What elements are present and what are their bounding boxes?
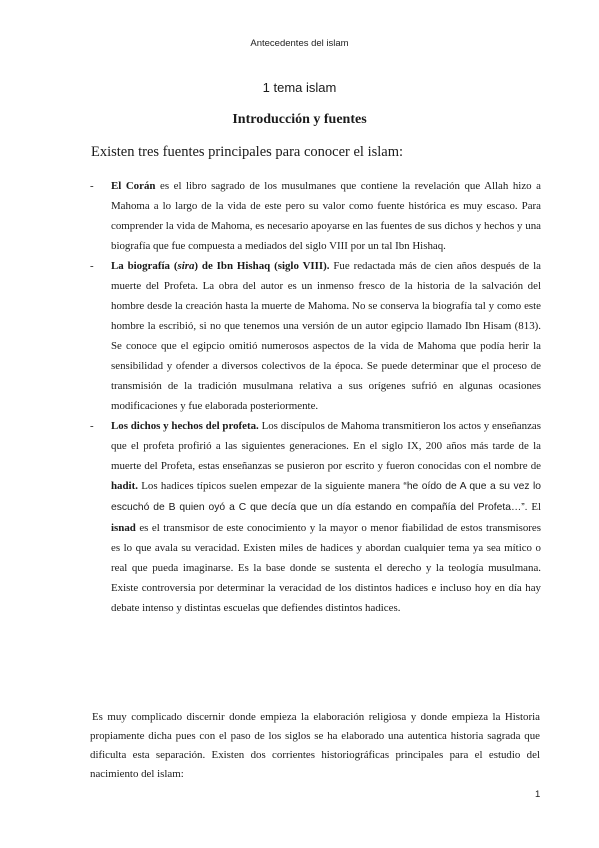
- list-item-dichos: [90, 416, 541, 618]
- list-item-coran: [90, 176, 541, 256]
- item-heading: La biografía (sira) de Ibn Hishaq (siglo VIII).: [111, 260, 330, 272]
- bullet-dash: -: [90, 180, 94, 192]
- item-text: El: [527, 501, 542, 513]
- running-header: Antecedentes del islam: [250, 38, 349, 49]
- bullet-dash: -: [90, 260, 94, 272]
- item-text: Fue redactada más de cien años después de la muerte del Profeta. La obra del autor es un inmenso fresco de la historia de la salvación del hombre desde la creación hasta la muerte de Mahoma. No se conserva la biografía tal y como este hombre la escribió, si no que tenemos una versión de un autor egipcio llamado Ibn Hisam (813). Se conoce que el egipcio omitió numerosos aspectos de la vida de Mahoma que podía herir la sensibilidad y ofender a diversos colectivos de la época. Se puede determinar que el proceso de transmisión de la tradición musulmana relativa a sus orígenes sufrió en algunas ocasiones modificaciones y fue elaborada posteriormente.: [111, 260, 541, 412]
- document-title: 1 tema islam: [262, 80, 337, 95]
- section-heading: Introducción y fuentes: [232, 112, 367, 127]
- list-item-body: [111, 256, 541, 416]
- intro-paragraph: Existen tres fuentes principales para conocer el islam:: [91, 144, 404, 160]
- item-text: es el transmisor de este conocimiento y la mayor o menor fiabilidad de estos transmisores es lo que avala su veracidad. Existen miles de hadices y abordan cualquier tema ya sea mítico o real que pueda imaginarse. Es la base donde se sustenta el derecho y la teología musulmana. Existe controversia por determinar la veracidad de los distintos hadices e incluso hoy en día hay debate intenso y distintas escuelas que defiendes distintos hadices.: [111, 522, 541, 614]
- list-item-body: [111, 176, 541, 256]
- isnad-term: isnad: [111, 522, 136, 534]
- sources-list: [90, 176, 541, 618]
- hadit-quote: “he oído de A que a su vez lo escuchó de B quien oyó a C que decía que un día estando en compañía del Profeta…”.: [111, 481, 541, 513]
- list-item-body: [111, 416, 541, 618]
- list-item-biografia: [90, 256, 541, 416]
- sira-term: sira: [177, 260, 195, 272]
- item-heading: El Corán: [111, 180, 156, 192]
- item-heading: Los dichos y hechos del profeta.: [111, 420, 259, 432]
- page-number: 1: [535, 789, 541, 800]
- bullet-dash: -: [90, 420, 94, 432]
- closing-paragraph: Es muy complicado discernir donde empieza la elaboración religiosa y donde empieza la Historia propiamente dicha pues con el paso de los siglos se ha elaborado una autentica historia sagrada que dificulta esta separación. Existen dos corrientes historiográficas principales para el estudio del nacimiento del islam:: [90, 711, 540, 780]
- hadit-term: hadit.: [111, 480, 138, 492]
- item-text: Los hadices típicos suelen empezar de la siguiente manera: [137, 480, 404, 492]
- item-text: Los discípulos de Mahoma transmitieron los actos y enseñanzas que el profeta profirió a las siguientes generaciones. En el siglo IX, 200 años más tarde de la muerte del Profeta, estas enseñanzas se pusieron por escrito y fueron conocidas con el nombre de: [111, 420, 541, 472]
- item-text: es el libro sagrado de los musulmanes que contiene la revelación que Allah hizo a Mahoma a lo largo de la vida de este pero su valor como fuente histórica es muy escaso. Para comprender la vida de Mahoma, es necesario apoyarse en las fuentes de sus dichos y hechos y una biografía que fue compuesta a mediados del siglo VIII por un tal Ibn Hishaq.: [111, 180, 541, 252]
